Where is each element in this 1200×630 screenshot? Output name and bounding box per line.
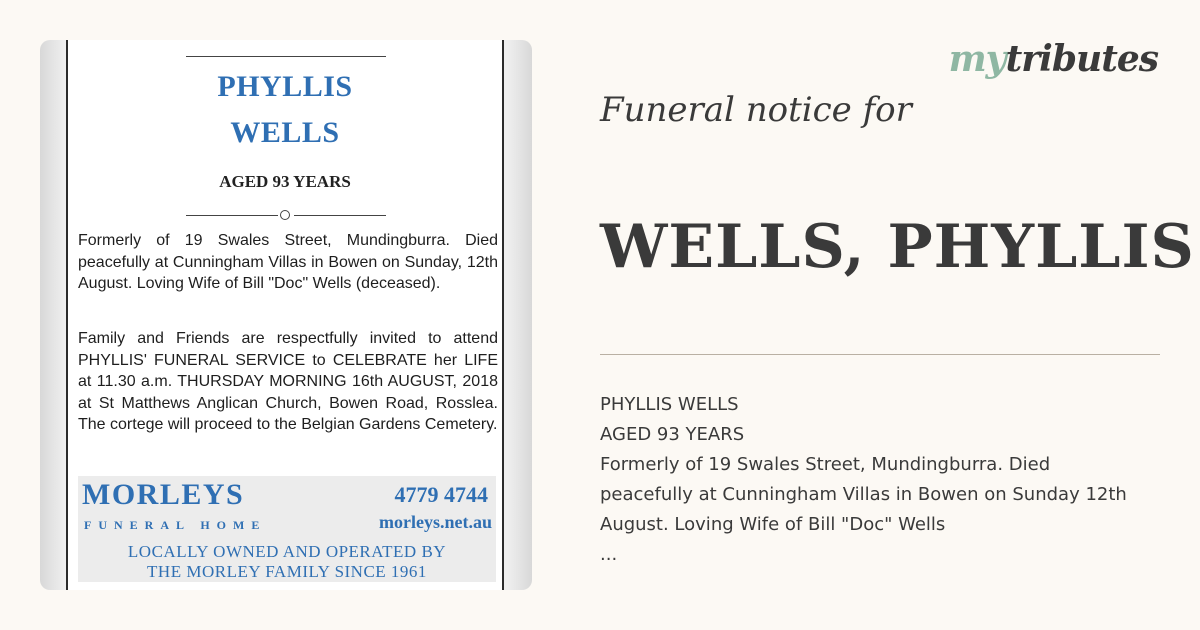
logo-my: my	[948, 38, 1006, 80]
section-divider	[600, 354, 1160, 355]
excerpt-line: PHYLLIS WELLS	[600, 394, 739, 415]
ornament-divider	[186, 210, 386, 222]
funeral-home-subtitle: FUNERAL HOME	[84, 518, 267, 532]
excerpt-ellipsis: ...	[600, 544, 618, 565]
notice-type-label: Funeral notice for	[600, 90, 912, 130]
excerpt-line: Formerly of 19 Swales Street, Mundingburra. Died	[600, 454, 1051, 475]
divider-dot-icon	[280, 210, 290, 220]
notice-excerpt	[600, 390, 1190, 570]
funeral-home-ad	[78, 476, 496, 582]
top-rule	[186, 56, 386, 57]
funeral-home-logo: MORLEYS	[82, 478, 245, 511]
funeral-home-website: morleys.net.au	[379, 512, 492, 532]
notice-image[interactable]	[40, 40, 532, 590]
deceased-name: WELLS, PHYLLIS	[600, 212, 1195, 282]
excerpt-line: AGED 93 YEARS	[600, 424, 745, 445]
notice-paragraph-1: Formerly of 19 Swales Street, Mundingburra. Died peacefully at Cunningham Villas in Bowen on Sunday, 12th August. Loving Wife of Bill "Doc" Wells (deceased).	[78, 232, 498, 292]
funeral-home-tagline-1: LOCALLY OWNED AND OPERATED BY	[127, 542, 447, 561]
excerpt-line: August. Loving Wife of Bill "Doc" Wells	[600, 514, 946, 535]
mytributes-logo[interactable]	[949, 38, 1158, 80]
excerpt-line: peacefully at Cunningham Villas in Bowen on Sunday 12th	[600, 484, 1127, 505]
notice-last-name: WELLS	[230, 116, 340, 149]
funeral-home-tagline-2: THE MORLEY FAMILY SINCE 1961	[147, 562, 427, 581]
notice-clipping	[66, 40, 504, 590]
logo-tributes: tributes	[1005, 38, 1158, 80]
notice-first-name: PHYLLIS	[217, 70, 353, 103]
funeral-home-phone: 4779 4744	[394, 482, 488, 507]
notice-paragraph-2: Family and Friends are respectfully invited to attend PHYLLIS' FUNERAL SERVICE to CELEBRATE her LIFE at 11.30 a.m. THURSDAY MORNING 16th AUGUST, 2018 at St Matthews Anglican Church, Bowen Road, Rosslea. The cortege will proceed to the Belgian Gardens Cemetery.	[78, 330, 498, 433]
notice-age: AGED 93 YEARS	[219, 172, 351, 191]
